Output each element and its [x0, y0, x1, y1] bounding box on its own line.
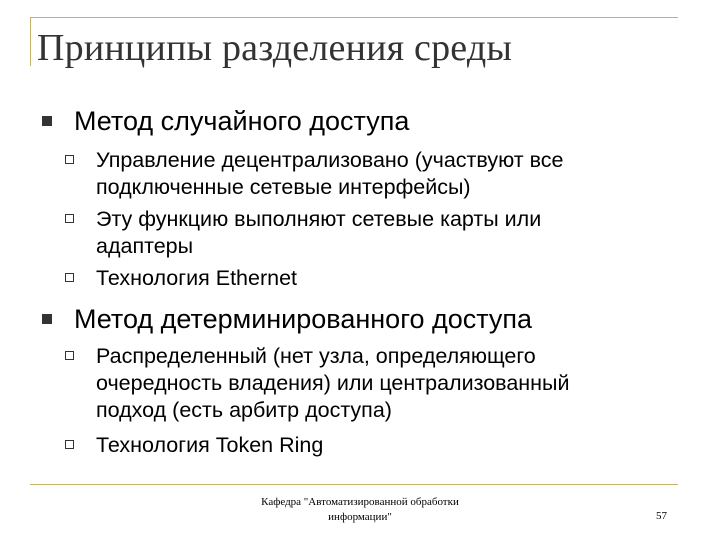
bullet-level1-text: Метод случайного доступа	[74, 106, 410, 136]
sub-bullet-text: Технология Token Ring	[96, 433, 324, 457]
hollow-square-bullet-icon	[65, 155, 74, 164]
footer-department: Кафедра "Автоматизированной обработки информации"	[261, 496, 459, 523]
hollow-square-bullet-icon	[65, 440, 74, 449]
sub-bullet-text: Распределенный (нет узла, определяющего очередность владения) или централизованный подход (есть арбитр доступа)	[96, 344, 570, 422]
hollow-square-bullet-icon	[65, 273, 74, 282]
slide-title: Принципы разделения среды	[37, 27, 513, 69]
page-number: 57	[656, 510, 667, 522]
bullet-level1-text: Метод детерминированного доступа	[74, 304, 533, 334]
sub-bullet-text: Технология Ethernet	[96, 266, 298, 290]
hollow-square-bullet-icon	[65, 214, 74, 223]
hollow-square-bullet-icon	[65, 351, 74, 360]
filled-square-bullet-icon	[42, 314, 52, 324]
title-vertical-rule	[30, 17, 31, 66]
sub-bullet-text: Эту функцию выполняют сетевые карты или адаптеры	[96, 207, 542, 258]
title-top-rule	[30, 17, 678, 18]
filled-square-bullet-icon	[42, 116, 52, 126]
sub-bullet-text: Управление децентрализовано (участвуют все подключенные сетевые интерфейсы)	[96, 148, 564, 199]
footer-rule	[30, 484, 678, 485]
